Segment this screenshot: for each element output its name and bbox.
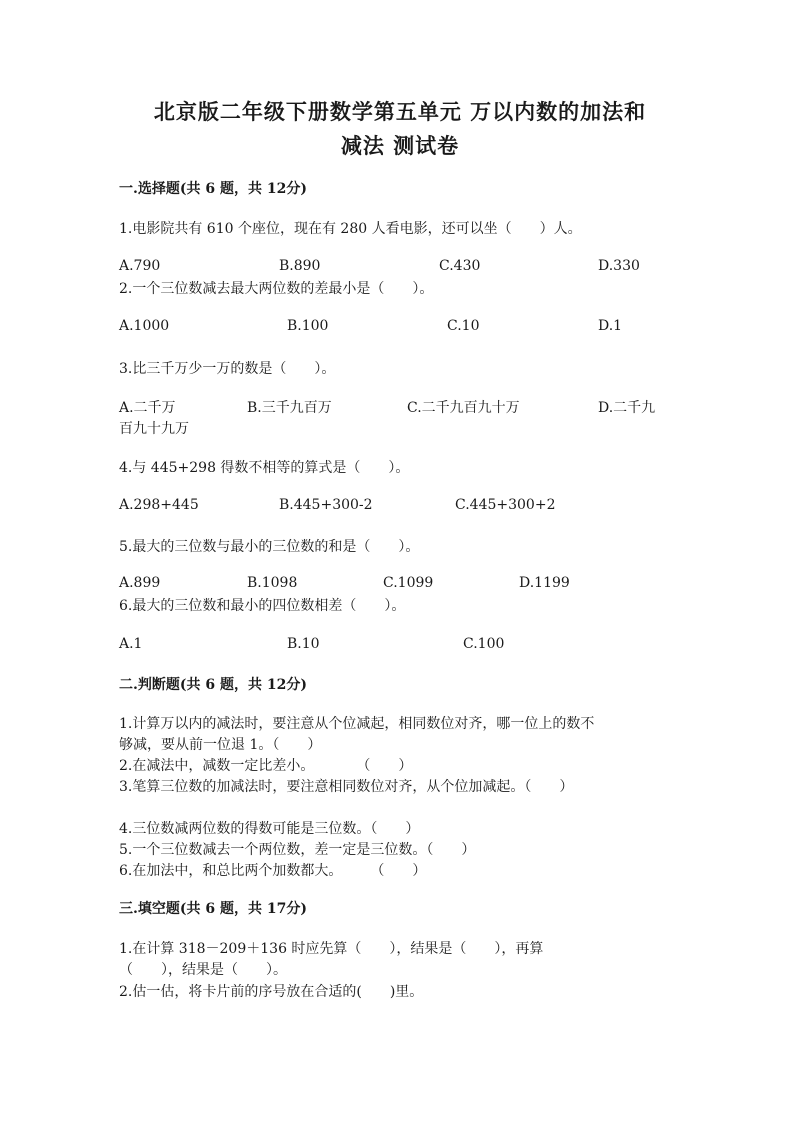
option-a[interactable]: A.298+445 — [119, 497, 199, 513]
question-text: 3.比三千万少一万的数是（ ）。 — [119, 361, 336, 377]
question-text-cont: （ ），结果是（ ）。 — [119, 962, 287, 978]
option-b[interactable]: B.1098 — [247, 575, 298, 591]
question-text: 5.最大的三位数与最小的三位数的和是（ ）。 — [119, 539, 420, 555]
section-heading-fill: 三.填空题(共 6 题，共 17分) — [119, 901, 307, 917]
question-text: 2.在减法中，减数一定比差小。 （ ） — [119, 758, 413, 774]
option-c[interactable]: C.430 — [439, 258, 481, 274]
question-text: 4.与 445+298 得数不相等的算式是（ ）。 — [119, 460, 410, 476]
question-text: 2.一个三位数减去最大两位数的差最小是（ ）。 — [119, 281, 434, 297]
question-text: 4.三位数减两位数的得数可能是三位数。（ ） — [119, 821, 420, 837]
option-c[interactable]: C.100 — [463, 636, 505, 652]
option-a[interactable]: A.790 — [119, 258, 161, 274]
option-b[interactable]: B.890 — [279, 258, 321, 274]
option-a[interactable]: A.二千万 — [119, 400, 176, 416]
option-b[interactable]: B.三千九百万 — [247, 400, 332, 416]
question-text: 2.估一估，将卡片前的序号放在合适的( )里。 — [119, 984, 424, 1000]
option-a[interactable]: A.899 — [119, 575, 161, 591]
page-title-line1: 北京版二年级下册数学第五单元 万以内数的加法和 — [153, 99, 647, 124]
option-b[interactable]: B.445+300-2 — [279, 497, 373, 513]
page-title-line2: 减法 测试卷 — [340, 133, 460, 158]
option-d[interactable]: D.1199 — [519, 575, 570, 591]
section-heading-judgment: 二.判断题(共 6 题，共 12分) — [119, 677, 307, 693]
option-c[interactable]: C.1099 — [383, 575, 434, 591]
option-c[interactable]: C.二千九百九十万 — [407, 400, 520, 416]
option-d[interactable]: D.1 — [598, 318, 623, 334]
option-c[interactable]: C.10 — [447, 318, 480, 334]
option-d[interactable]: D.二千九 — [598, 400, 656, 416]
option-d-wrap: 百九十九万 — [119, 421, 189, 437]
option-c[interactable]: C.445+300+2 — [455, 497, 556, 513]
option-b[interactable]: B.100 — [287, 318, 329, 334]
section-heading-choice: 一.选择题(共 6 题，共 12分) — [119, 181, 307, 197]
option-a[interactable]: A.1 — [119, 636, 143, 652]
question-text: 1.计算万以内的减法时，要注意从个位减起，相同数位对齐，哪一位上的数不 — [119, 716, 595, 732]
question-text: 5.一个三位数减去一个两位数，差一定是三位数。（ ） — [119, 842, 476, 858]
question-text: 1.在计算 318－209＋136 时应先算（ ），结果是（ ），再算 — [119, 941, 544, 957]
question-text: 6.最大的三位数和最小的四位数相差（ ）。 — [119, 598, 406, 614]
question-text-cont: 够减，要从前一位退 1。（ ） — [119, 737, 322, 753]
question-text: 1.电影院共有 610 个座位，现在有 280 人看电影，还可以坐（ ）人。 — [119, 221, 582, 237]
question-text: 3.笔算三位数的加减法时，要注意相同数位对齐，从个位加减起。（ ） — [119, 779, 574, 795]
option-a[interactable]: A.1000 — [119, 318, 170, 334]
question-text: 6.在加法中，和总比两个加数都大。 （ ） — [119, 863, 427, 879]
option-d[interactable]: D.330 — [598, 258, 640, 274]
option-b[interactable]: B.10 — [287, 636, 320, 652]
